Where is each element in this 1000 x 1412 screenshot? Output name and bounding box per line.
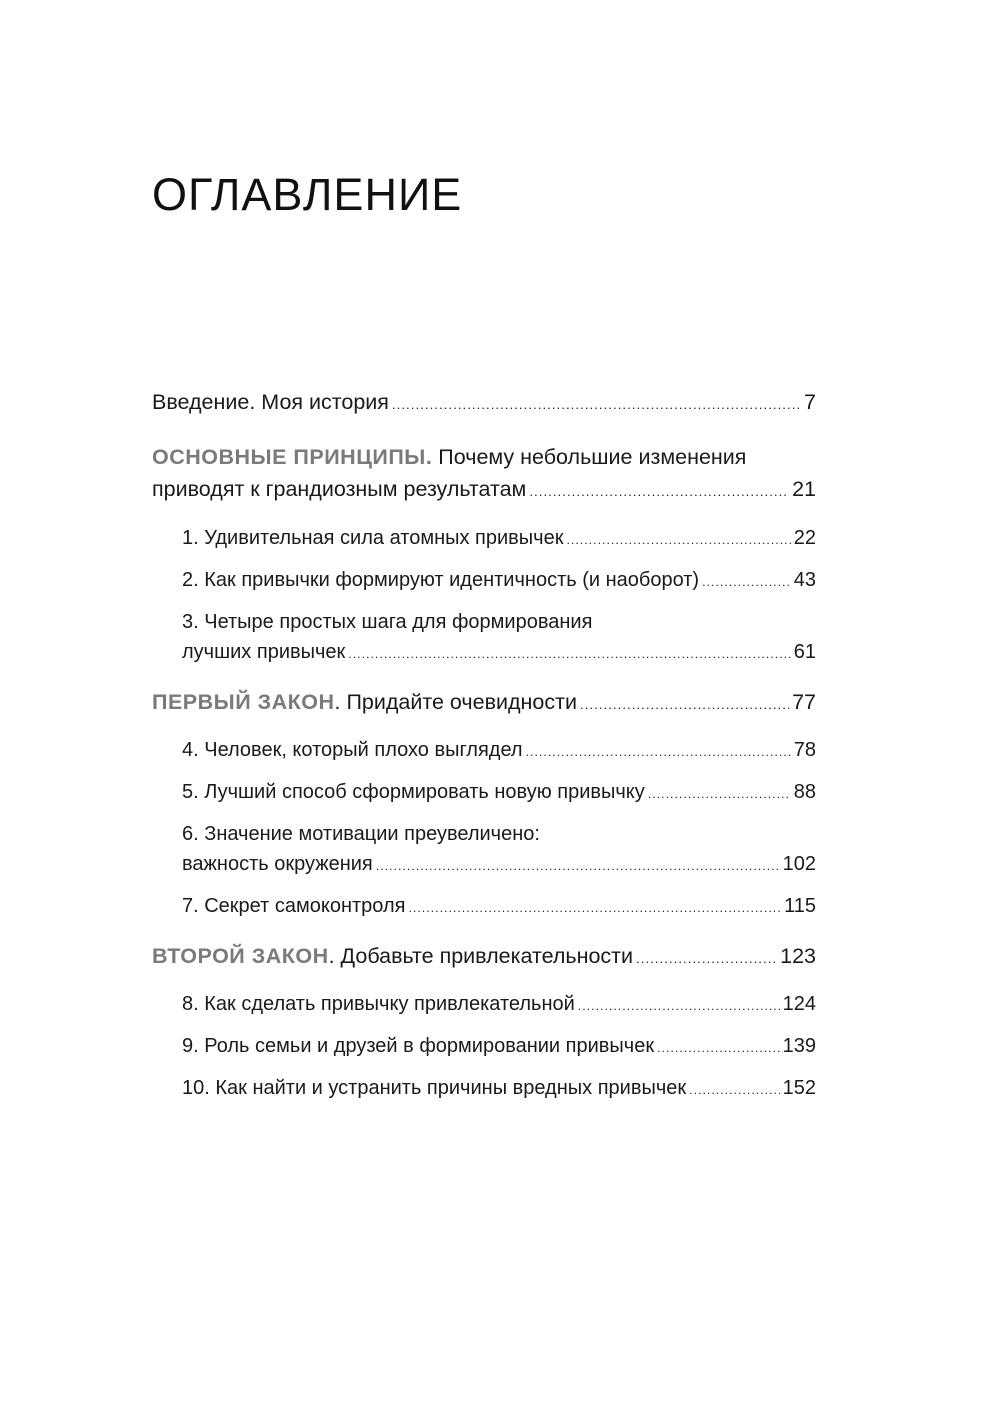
- toc-entry-title: 10. Как найти и устранить причины вредных привычек: [182, 1077, 687, 1099]
- toc-part-principles[interactable]: [152, 441, 816, 508]
- page-number: 102: [782, 853, 816, 875]
- page-title: ОГЛАВЛЕНИЕ: [152, 169, 463, 220]
- toc-entry-intro[interactable]: [152, 386, 816, 421]
- toc-entry-title-line2: лучших привычек: [182, 641, 346, 663]
- toc-entry-ch2[interactable]: [182, 565, 816, 597]
- dot-leader: [580, 689, 789, 721]
- dot-leader: [689, 1075, 780, 1105]
- toc-entry-ch9[interactable]: [182, 1031, 816, 1063]
- page-number: 43: [793, 569, 816, 591]
- dot-leader: [657, 1033, 780, 1063]
- toc-entry-ch3[interactable]: [182, 607, 816, 669]
- toc-entry-title: 7. Секрет самоконтроля: [182, 895, 406, 917]
- dot-leader: [348, 639, 790, 669]
- page-number: 22: [793, 527, 816, 549]
- part-label: ВТОРОЙ ЗАКОН: [152, 944, 329, 968]
- toc-entry-ch6[interactable]: [182, 819, 816, 881]
- part-title-line1: Почему небольшие изменения: [432, 445, 747, 469]
- page-number: 123: [780, 944, 816, 968]
- dot-leader: [578, 991, 780, 1021]
- part-label: ПЕРВЫЙ ЗАКОН: [152, 690, 335, 714]
- part-title-line2: приводят к грандиозным результатам: [152, 477, 527, 501]
- toc-entry-title: 2. Как привычки формируют идентичность (и наоборот): [182, 569, 700, 591]
- toc-entry-ch10[interactable]: [182, 1073, 816, 1105]
- dot-leader: [636, 943, 777, 975]
- toc-entry-ch8[interactable]: [182, 989, 816, 1021]
- page-number: 77: [792, 690, 816, 714]
- toc-part-first-law[interactable]: [152, 686, 816, 721]
- toc-entry-title: 4. Человек, который плохо выглядел: [182, 739, 523, 761]
- part-title: . Придайте очевидности: [334, 690, 577, 714]
- dot-leader: [392, 389, 801, 421]
- toc-entry-title: Введение. Моя история: [152, 390, 389, 414]
- toc-entry-title: 1. Удивительная сила атомных привычек: [182, 527, 564, 549]
- dot-leader: [702, 567, 791, 597]
- page-number: 139: [782, 1035, 816, 1057]
- page-number: 78: [793, 739, 816, 761]
- page-number: 115: [784, 895, 816, 917]
- dot-leader: [408, 893, 781, 923]
- toc-part-second-law[interactable]: [152, 940, 816, 975]
- part-label: ОСНОВНЫЕ ПРИНЦИПЫ.: [152, 445, 433, 469]
- toc-entry-ch7[interactable]: [182, 891, 816, 923]
- toc-entry-title-line1: 3. Четыре простых шага для формирования: [182, 611, 593, 633]
- toc-entry-title-line1: 6. Значение мотивации преувеличено:: [182, 823, 540, 845]
- page-number: 7: [804, 390, 816, 414]
- part-title: . Добавьте привлекательности: [328, 944, 634, 968]
- dot-leader: [376, 851, 780, 881]
- dot-leader: [529, 476, 789, 508]
- page-number: 152: [782, 1077, 816, 1099]
- toc-entry-title: 8. Как сделать привычку привлекательной: [182, 993, 575, 1015]
- toc-entry-ch1[interactable]: [182, 523, 816, 555]
- toc-entry-title: 9. Роль семьи и друзей в формировании привычек: [182, 1035, 655, 1057]
- dot-leader: [648, 779, 791, 809]
- page-number: 21: [792, 477, 816, 501]
- toc-entry-ch4[interactable]: [182, 735, 816, 767]
- toc-entry-title: 5. Лучший способ сформировать новую привычку: [182, 781, 645, 803]
- dot-leader: [526, 737, 791, 767]
- dot-leader: [566, 525, 790, 555]
- page-number: 61: [793, 641, 816, 663]
- page-number: 88: [793, 781, 816, 803]
- toc-entry-ch5[interactable]: [182, 777, 816, 809]
- toc-entry-title-line2: важность окружения: [182, 853, 373, 875]
- page-number: 124: [782, 993, 816, 1015]
